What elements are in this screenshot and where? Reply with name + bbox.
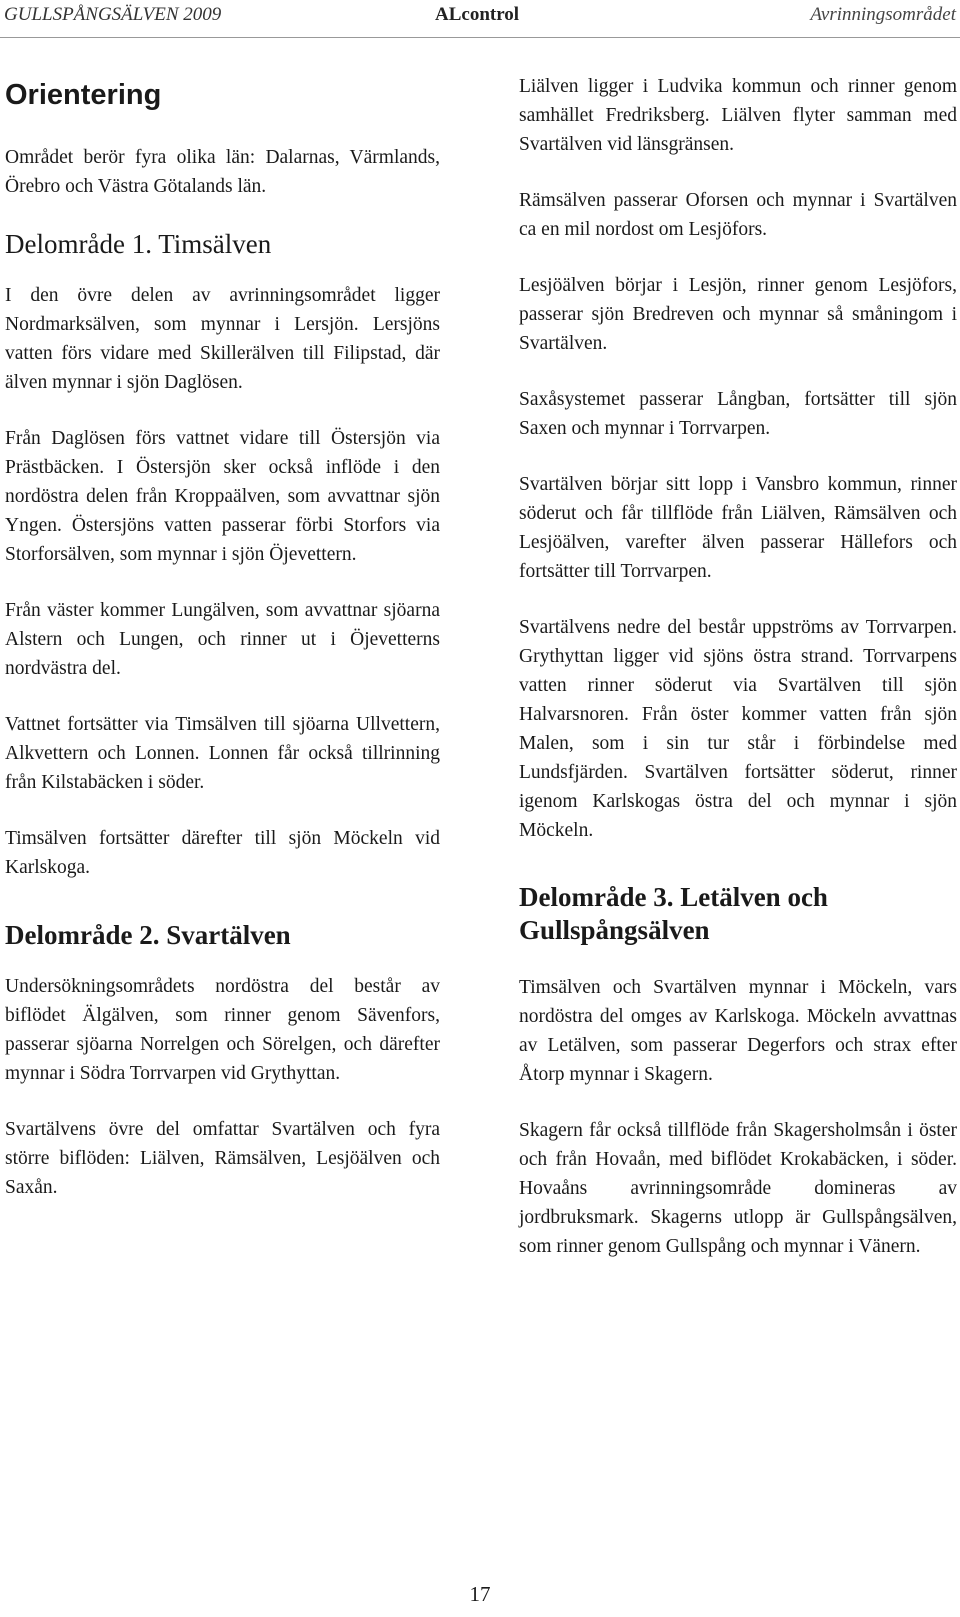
heading-delomrade-2: Delområde 2. Svartälven: [5, 920, 291, 950]
left-column: [5, 70, 440, 1229]
page-header: [0, 0, 960, 40]
paragraph-svartalven-lopp: Svartälven börjar sitt lopp i Vansbro kommun, rinner söderut och får tillflöde från Liälven, Rämsälven och Lesjöälven, varefter älven passerar Hällefors och fortsätter till Torrvarpen.: [519, 474, 957, 582]
paragraph-lialven: Liälven ligger i Ludvika kommun och rinner genom samhället Fredriksberg. Liälven flyter samman med Svartälven vid länsgränsen.: [519, 76, 957, 155]
paragraph-timsalven-2: Från Daglösen förs vattnet vidare till Östersjön via Prästbäcken. I Östersjön sker också inflöde i den nordöstra delen från Kroppaälven, som avvattnar sjön Yngen. Östersjöns vatten passerar förbi Storfors via Storforsälven, som mynnar i sjön Öjevettern.: [5, 428, 440, 565]
right-column: [519, 72, 957, 1288]
paragraph-svartalven-nedre: Svartälvens nedre del består uppströms av Torrvarpen. Grythyttan ligger vid sjöns östra strand. Torrvarpens vatten rinner söderut via Svartälven till sjön Halvarsnoren. Från öster kommer vatten från sjön Malen, som i sin tur står i förbindelse med Lundsfjärden. Svartälven fortsätter söderut, rinner igenom Karlskogas östra del och mynnar i sjön Möckeln.: [519, 617, 957, 841]
paragraph-timsalven-4: Vattnet fortsätter via Timsälven till sjöarna Ullvettern, Alkvettern och Lonnen. Lonnen får också tillrinning från Kilstabäcken i söder.: [5, 714, 440, 793]
paragraph-svartalven-1: Undersökningsområdets nordöstra del består av biflödet Älgälven, som rinner genom Sävenfors, passerar sjöarna Norrelgen och Sörelgen, och därefter mynnar i Södra Torrvarpen vid Grythyttan.: [5, 976, 440, 1084]
paragraph-orientering: Området berör fyra olika län: Dalarnas, Värmlands, Örebro och Västra Götalands län.: [5, 147, 440, 197]
paragraph-lesjoalven: Lesjöälven börjar i Lesjön, rinner genom Lesjöfors, passerar sjön Bredreven och mynnar så småningom i Svartälven.: [519, 275, 957, 354]
paragraph-timsalven-5: Timsälven fortsätter därefter till sjön Möckeln vid Karlskoga.: [5, 828, 440, 878]
paragraph-skagern: Skagern får också tillflöde från Skagersholmsån i öster och från Hovaån, med biflödet Krokabäcken, i söder. Hovaåns avrinningsområde domineras av jordbruksmark. Skagerns utlopp är Gullspångsälven, som rinner genom Gullspång och mynnar i Vänern.: [519, 1120, 957, 1257]
paragraph-mockeln: Timsälven och Svartälven mynnar i Möckeln, vars nordöstra del omges av Karlskoga. Möckeln avvattnas av Letälven, som passerar Degerfors och strax efter Åtorp mynnar i Skagern.: [519, 977, 957, 1085]
header-company: ALcontrol: [435, 4, 520, 25]
paragraph-ramsalven: Rämsälven passerar Oforsen och mynnar i Svartälven ca en mil nordost om Lesjöfors.: [519, 190, 957, 240]
page-number: 17: [469, 1582, 491, 1606]
heading-delomrade-3: Delområde 3. Letälven och Gullspångsälven: [519, 882, 828, 945]
paragraph-saxasystemet: Saxåsystemet passerar Långban, fortsätter till sjön Saxen och mynnar i Torrvarpen.: [519, 389, 957, 439]
heading-orientering: Orientering: [5, 79, 162, 111]
heading-delomrade-1: Delområde 1. Timsälven: [5, 229, 272, 259]
header-section: Avrinningsområdet: [810, 4, 956, 25]
header-report-title: GULLSPÅNGSÄLVEN 2009: [4, 4, 222, 25]
paragraph-timsalven-1: I den övre delen av avrinningsområdet ligger Nordmarksälven, som mynnar i Lersjön. Lersjöns vatten förs vidare med Skillerälven till Filipstad, där älven mynnar i sjön Daglösen.: [5, 285, 440, 393]
header-divider: [0, 37, 960, 38]
paragraph-timsalven-3: Från väster kommer Lungälven, som avvattnar sjöarna Alstern och Lungen, och rinner ut i Öjevetterns nordvästra del.: [5, 600, 440, 679]
paragraph-svartalven-2: Svartälvens övre del omfattar Svartälven och fyra större biflöden: Liälven, Rämsälven, Lesjöälven och Saxån.: [5, 1119, 440, 1198]
